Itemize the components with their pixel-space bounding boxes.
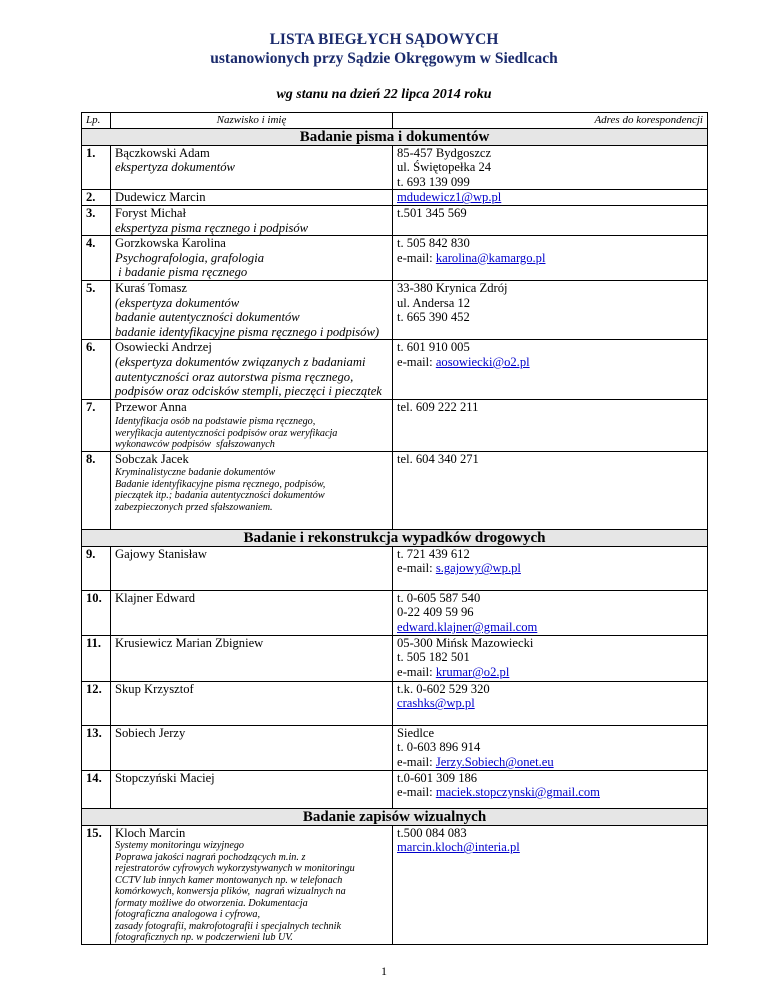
email-label: e-mail: [397,664,436,679]
phone-line: t.k. 0-602 529 320 [397,681,490,696]
address-line: ul. Świętopełka 24 [397,160,492,175]
email-link[interactable]: s.gajowy@wp.pl [435,561,521,576]
expert-name: Stopczyński Maciej [115,770,215,785]
row-number: 1. [82,145,111,190]
expert-cell [111,145,393,190]
expert-specialty: Kryminalistyczne badanie dokumentów [115,467,276,479]
table-row [82,770,708,808]
row-number: 12. [82,681,111,725]
document-subtitle: ustanowionych przy Sądzie Okręgowym w Siedlcach [210,50,558,67]
column-header-name: Nazwisko i imię [111,113,393,129]
phone-line: t. 505 842 830 [397,236,470,251]
expert-name: Kloch Marcin [115,825,186,840]
phone-line: 0-22 409 59 96 [397,605,474,620]
address-cell [393,205,708,235]
expert-specialty: Poprawa jakości nagrań pochodzących m.in. z [115,851,306,863]
expert-name: Krusiewicz Marian Zbigniew [115,635,264,650]
expert-cell [111,635,393,681]
table-row [82,205,708,235]
section-header-accidents: Badanie i rekonstrukcja wypadków drogowych [82,529,708,546]
expert-specialty: pieczątek itp.; badania autentyczności dokumentów [115,490,325,502]
address-cell [393,145,708,190]
expert-specialty: weryfikacja autentyczności podpisów oraz weryfikacja [115,427,338,439]
address-line: ul. Andersa 12 [397,295,471,310]
expert-cell [111,236,393,281]
expert-cell [111,770,393,808]
phone-line: t. 0-603 896 914 [397,740,481,755]
expert-cell [111,725,393,770]
expert-name: Sobczak Jacek [115,451,189,466]
expert-specialty: wykonawców podpisów sfałszowanych [115,439,275,451]
table-row [82,590,708,635]
address-cell [393,190,708,206]
email-link[interactable]: marcin.kloch@interia.pl [397,840,520,855]
expert-specialty: fotograficzna analogowa i cyfrowa, [115,909,261,921]
email-label: e-mail: [397,354,436,369]
address-cell [393,725,708,770]
email-link[interactable]: crashks@wp.pl [397,696,475,711]
expert-specialty: (ekspertyza dokumentów związanych z badaniami [115,354,366,369]
phone-line: tel. 609 222 211 [397,399,479,414]
expert-name: Gajowy Stanisław [115,546,207,561]
row-number: 3. [82,205,111,235]
expert-name: Kuraś Tomasz [115,280,187,295]
row-number: 15. [82,825,111,944]
address-cell [393,451,708,529]
email-link[interactable]: Jerzy.Sobiech@onet.eu [435,754,554,769]
experts-table [81,112,708,945]
address-cell [393,635,708,681]
phone-line: t.501 345 569 [397,205,467,220]
address-cell [393,236,708,281]
expert-cell [111,590,393,635]
expert-specialty: zasady fotografii, makrofotografii i specjalnych technik [115,920,341,932]
column-header-address: Adres do korespondencji [393,113,708,129]
address-cell [393,681,708,725]
expert-specialty: badanie identyfikacyjne pisma ręcznego i podpisów) [115,324,380,339]
section-header-visual: Badanie zapisów wizualnych [82,808,708,825]
address-cell [393,546,708,590]
email-link[interactable]: edward.klajner@gmail.com [397,619,538,634]
expert-cell [111,399,393,451]
expert-specialty: ekspertyza dokumentów [115,160,235,175]
expert-specialty: podpisów oraz odcisków stempli, pieczęci i pieczątek [115,384,382,399]
expert-specialty: Psychografologia, grafologia [115,250,265,265]
table-row [82,725,708,770]
phone-line: t. 505 182 501 [397,650,470,665]
address-line: Siedlce [397,725,435,740]
expert-cell [111,451,393,529]
page-number: 1 [381,964,387,978]
expert-specialty: formaty możliwe do otworzenia. Dokumentacja [115,897,308,909]
email-label: e-mail: [397,561,436,576]
address-line: 05-300 Mińsk Mazowiecki [397,635,534,650]
section-header-documents: Badanie pisma i dokumentów [82,128,708,145]
expert-name: Osowiecki Andrzej [115,340,212,355]
expert-specialty: autentyczności oraz autorstwa pisma ręcznego, [115,369,354,384]
expert-specialty: rejestratorów cyfrowych wykorzystywanych w monitoringu [115,863,355,875]
expert-specialty: zabezpieczonych przed sfałszowaniem. [115,501,273,513]
row-number: 14. [82,770,111,808]
email-link[interactable]: krumar@o2.pl [435,664,510,679]
expert-name: Sobiech Jerzy [115,725,186,740]
table-row [82,546,708,590]
row-number: 9. [82,546,111,590]
table-row [82,145,708,190]
phone-line: t. 601 910 005 [397,340,470,355]
table-row [82,451,708,529]
row-number: 10. [82,590,111,635]
address-line: 85-457 Bydgoszcz [397,145,492,160]
table-row [82,340,708,399]
date-line: wg stanu na dzień 22 lipca 2014 roku [276,87,492,102]
expert-cell [111,205,393,235]
email-link[interactable]: karolina@kamargo.pl [435,250,546,265]
expert-name: Bączkowski Adam [115,145,210,160]
expert-specialty: badanie autentyczności dokumentów [115,310,300,325]
row-number: 11. [82,635,111,681]
row-number: 13. [82,725,111,770]
email-link[interactable]: maciek.stopczynski@gmail.com [435,785,600,800]
table-row [82,190,708,206]
phone-line: t.500 084 083 [397,825,467,840]
row-number: 4. [82,236,111,281]
expert-name: Dudewicz Marcin [115,190,206,205]
address-cell [393,280,708,339]
email-label: e-mail: [397,754,436,769]
address-cell [393,770,708,808]
phone-line: t. 693 139 099 [397,174,470,189]
row-number: 2. [82,190,111,206]
table-row [82,236,708,281]
expert-specialty: i badanie pisma ręcznego [115,265,248,280]
expert-specialty: ekspertyza pisma ręcznego i podpisów [115,220,309,235]
expert-cell [111,681,393,725]
address-cell [393,340,708,399]
column-header-lp: Lp. [82,113,111,129]
expert-specialty: fotograficznych np. w podczerwieni lub UV. [115,932,293,944]
expert-name: Skup Krzysztof [115,681,194,696]
expert-specialty: Systemy monitoringu wizyjnego [115,840,245,852]
expert-name: Przewor Anna [115,399,187,414]
phone-line: t.0-601 309 186 [397,770,478,785]
expert-cell [111,340,393,399]
phone-line: t. 721 439 612 [397,546,470,561]
row-number: 5. [82,280,111,339]
expert-specialty: Badanie identyfikacyjne pisma ręcznego, podpisów, [115,478,326,490]
expert-name: Foryst Michał [115,205,187,220]
email-link[interactable]: aosowiecki@o2.pl [435,354,530,369]
address-line: 33-380 Krynica Zdrój [397,280,508,295]
document-title: LISTA BIEGŁYCH SĄDOWYCH [269,31,499,48]
phone-line: t. 0-605 587 540 [397,590,481,605]
expert-specialty: Identyfikacja osób na podstawie pisma ręcznego, [115,416,316,428]
expert-cell [111,280,393,339]
expert-name: Gorzkowska Karolina [115,236,226,251]
table-row [82,681,708,725]
expert-cell [111,825,393,944]
table-row [82,825,708,944]
table-row [82,635,708,681]
expert-cell [111,190,393,206]
row-number: 6. [82,340,111,399]
expert-specialty: komórkowych, konwersja plików, nagrań wizualnych na [115,886,346,898]
expert-specialty: CCTV lub innych kamer montowanych np. w telefonach [115,874,343,886]
row-number: 8. [82,451,111,529]
address-cell [393,825,708,944]
table-row [82,280,708,339]
email-link[interactable]: mdudewicz1@wp.pl [397,190,502,205]
phone-line: t. 665 390 452 [397,310,470,325]
expert-name: Klajner Edward [115,590,196,605]
table-header-row [82,113,708,129]
email-label: e-mail: [397,250,436,265]
phone-line: tel. 604 340 271 [397,451,479,466]
row-number: 7. [82,399,111,451]
expert-cell [111,546,393,590]
expert-specialty: (ekspertyza dokumentów [115,295,240,310]
table-row [82,399,708,451]
address-cell [393,590,708,635]
email-label: e-mail: [397,785,436,800]
address-cell [393,399,708,451]
